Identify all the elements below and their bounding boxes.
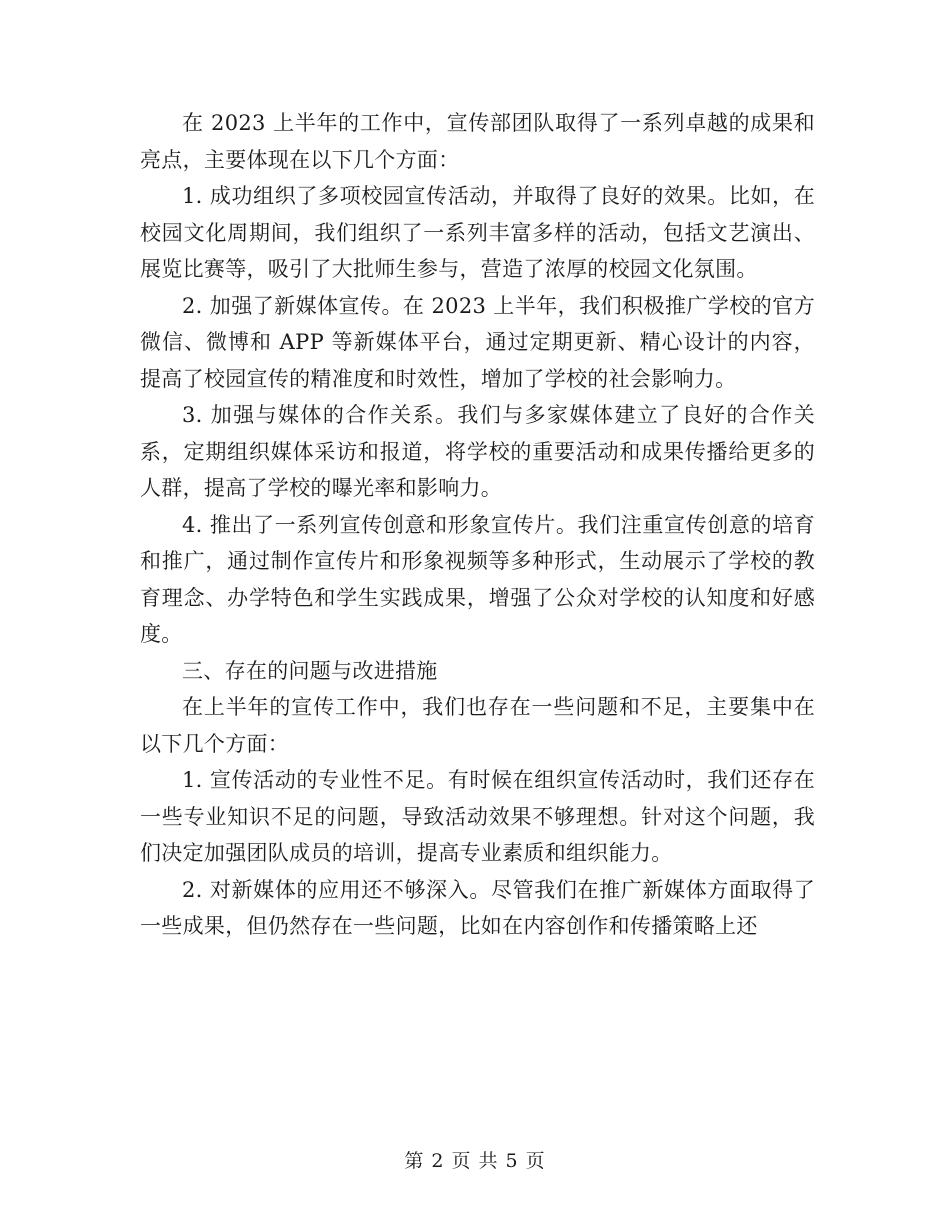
page-footer: 第 2 页 共 5 页 — [404, 1150, 546, 1172]
paragraph-problem-2: 2. 对新媒体的应用还不够深入。尽管我们在推广新媒体方面取得了一些成果，但仍然存在一些问题，比如在内容创作和传播策略上还 — [140, 877, 815, 938]
paragraph-item-1: 1. 成功组织了多项校园宣传活动，并取得了良好的效果。比如，在校园文化周期间，我们组织了一系列丰富多样的活动，包括文艺演出、展览比赛等，吸引了大批师生参与，营造了浓厚的校园文化氛围。 — [140, 184, 815, 281]
paragraph-item-3: 3. 加强与媒体的合作关系。我们与多家媒体建立了良好的合作关系，定期组织媒体采访和报道，将学校的重要活动和成果传播给更多的人群，提高了学校的曝光率和影响力。 — [140, 403, 815, 500]
paragraph-item-2: 2. 加强了新媒体宣传。在 2023 上半年，我们积极推广学校的官方微信、微博和 APP 等新媒体平台，通过定期更新、精心设计的内容，提高了校园宣传的精准度和时效性，增加了学校的社会影响力。 — [140, 293, 815, 391]
document-body — [140, 105, 815, 945]
section-heading: 三、存在的问题与改进措施 — [182, 658, 438, 683]
paragraph-problems-intro: 在上半年的宣传工作中，我们也存在一些问题和不足，主要集中在以下几个方面： — [140, 695, 815, 756]
paragraph-problem-1: 1. 宣传活动的专业性不足。有时候在组织宣传活动时，我们还存在一些专业知识不足的问题，导致活动效果不够理想。针对这个问题，我们决定加强团队成员的培训，提高专业素质和组织能力。 — [140, 768, 815, 865]
paragraph-item-4: 4. 推出了一系列宣传创意和形象宣传片。我们注重宣传创意的培育和推广，通过制作宣传片和形象视频等多种形式，生动展示了学校的教育理念、办学特色和学生实践成果，增强了公众对学校的认知度和好感度。 — [140, 512, 815, 646]
paragraph-intro: 在 2023 上半年的工作中，宣传部团队取得了一系列卓越的成果和亮点，主要体现在以下几个方面： — [140, 111, 815, 172]
